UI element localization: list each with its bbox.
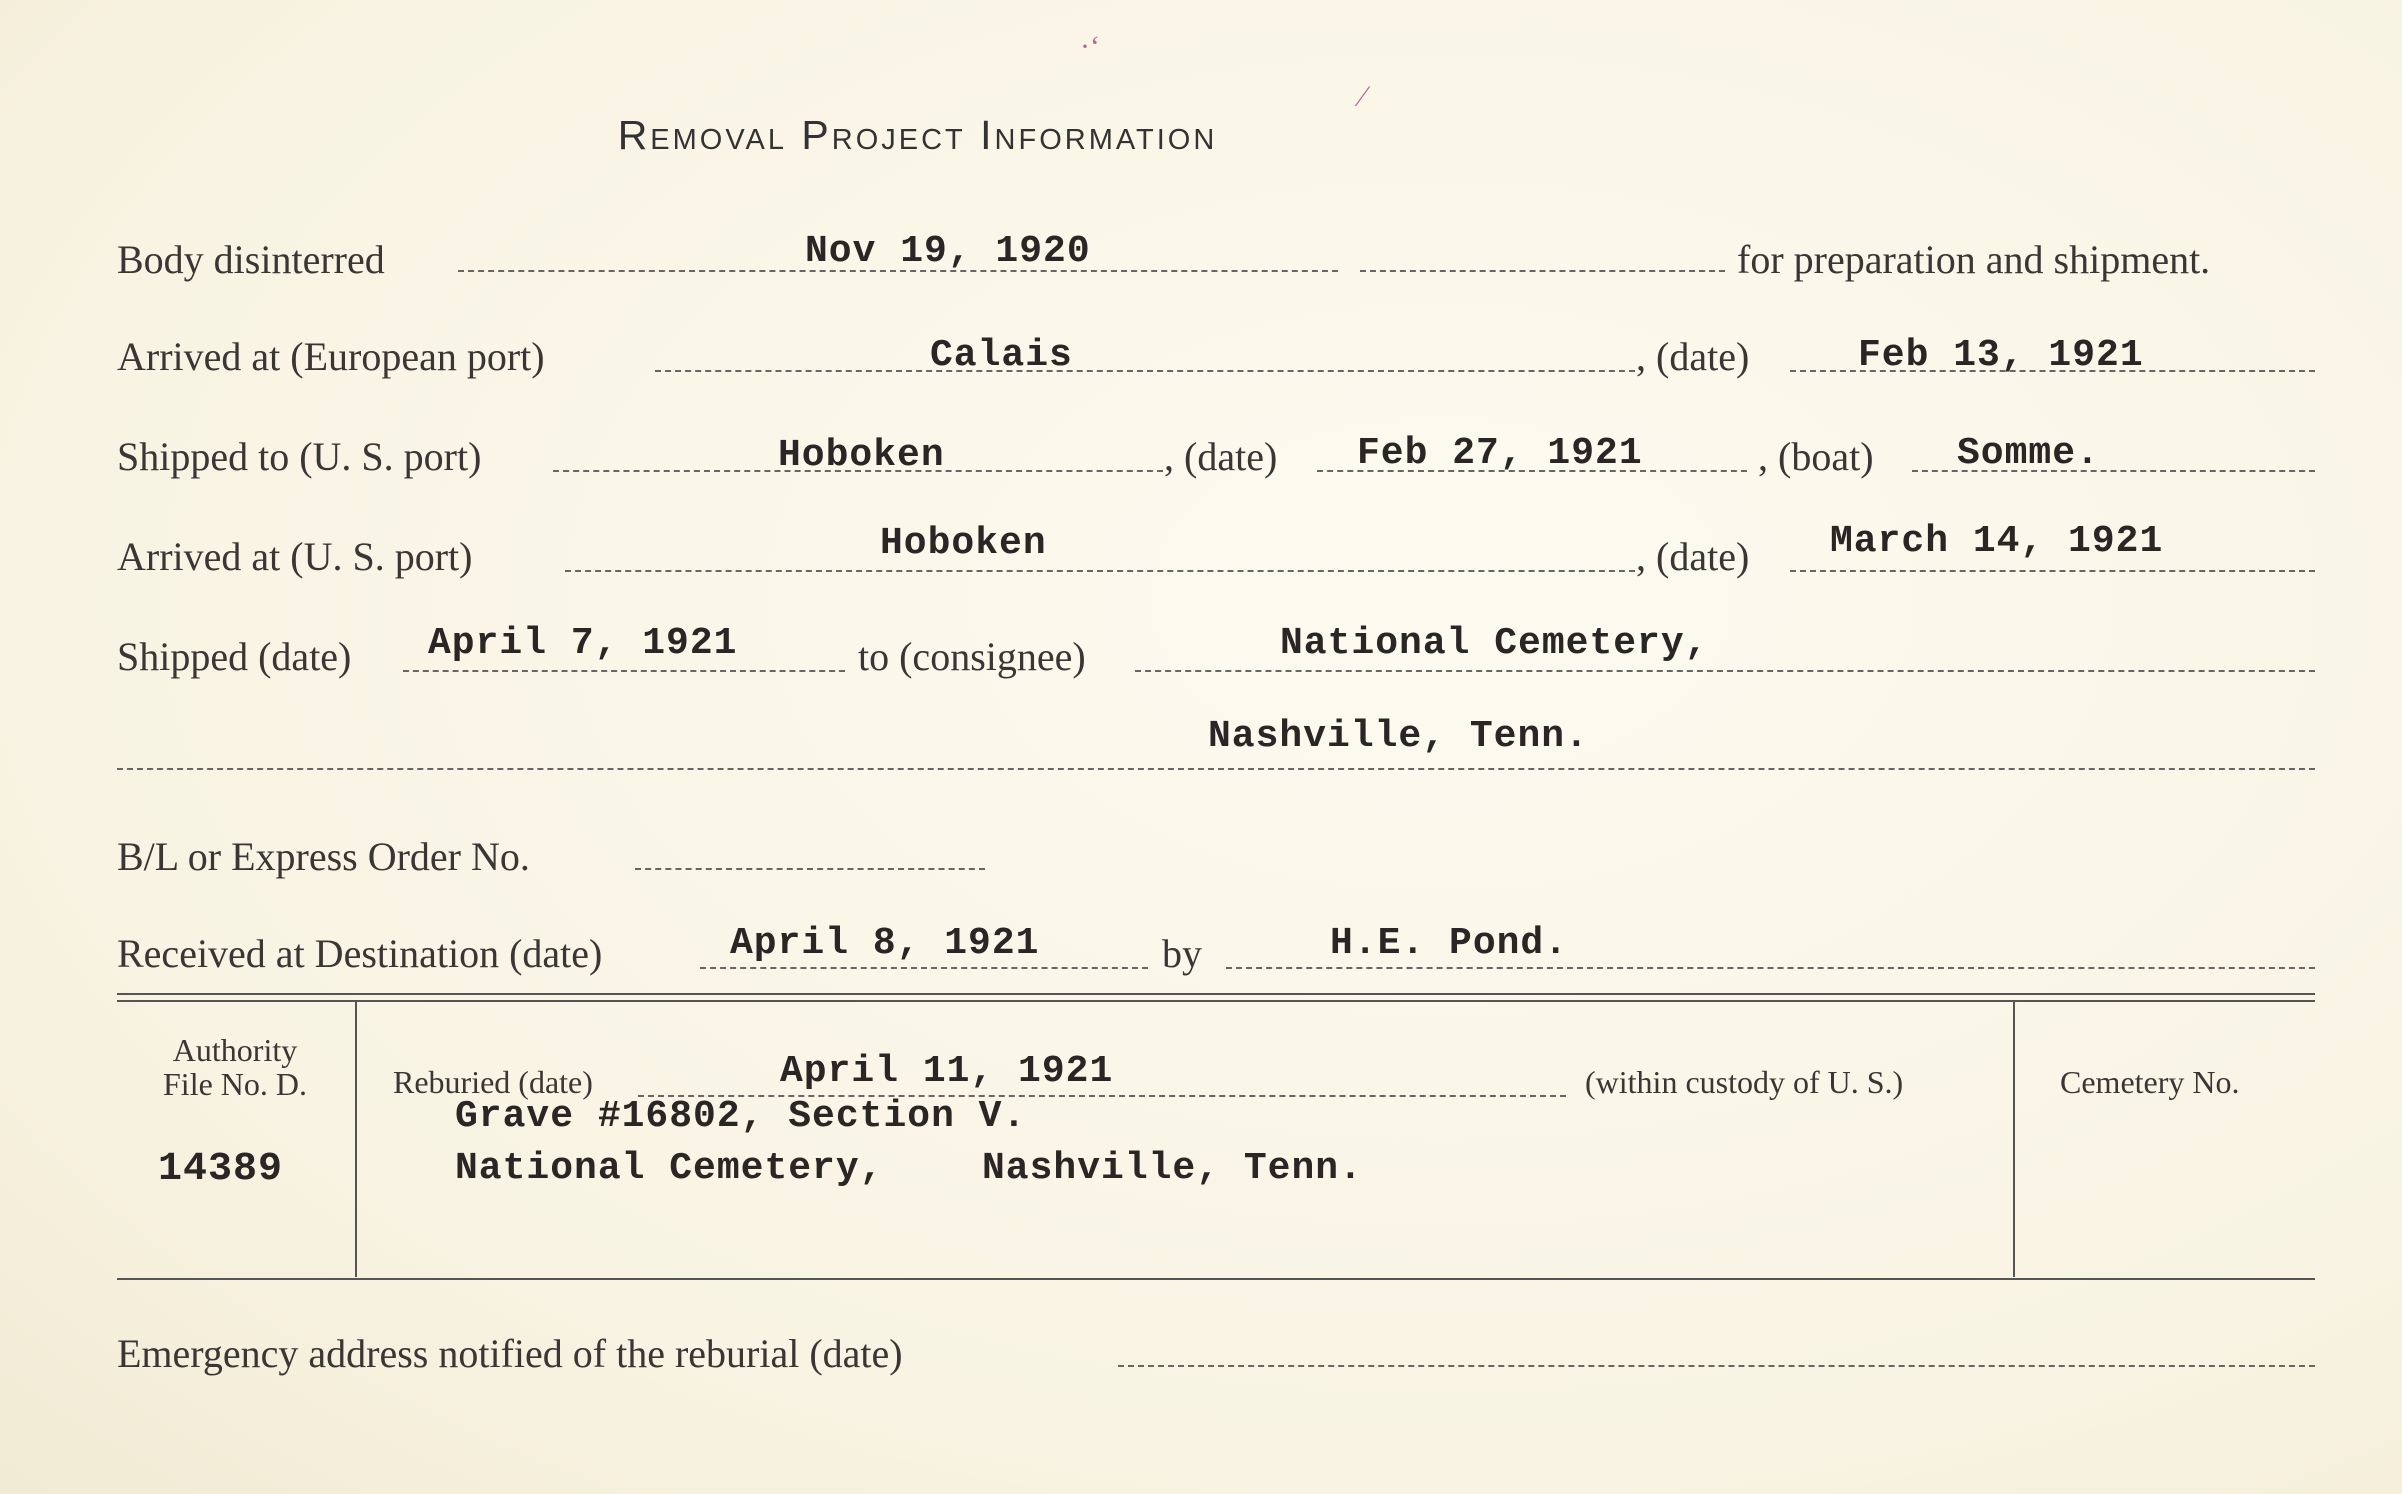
- received-by-label: by: [1162, 931, 1202, 976]
- custody-label: (within custody of U. S.): [1585, 1064, 1904, 1100]
- shipped-date-line: [403, 670, 845, 672]
- consignee-line-2: [117, 768, 2315, 770]
- preparation-suffix: for preparation and shipment.: [1737, 237, 2211, 282]
- shipped-us-date-label: , (date): [1164, 434, 1278, 479]
- arrived-us-date: March 14, 1921: [1830, 520, 2164, 563]
- body-disinterred-value: Nov 19, 1920: [805, 230, 1091, 273]
- page-title: Removal Project Information: [617, 112, 1218, 158]
- authority-label-line1: Authority: [172, 1032, 298, 1068]
- arrived-european-port-line: [655, 370, 1635, 372]
- box-bottom-rule: [117, 1278, 2315, 1280]
- reburied-date: April 11, 1921: [780, 1050, 1114, 1093]
- shipped-date: April 7, 1921: [428, 622, 738, 665]
- consignee-label: to (consignee): [858, 634, 1086, 679]
- body-disinterred-label: Body disinterred: [117, 237, 385, 282]
- box-divider-left: [355, 1002, 357, 1277]
- arrived-european-date: Feb 13, 1921: [1858, 334, 2144, 377]
- consignee-value-line2: Nashville, Tenn.: [1208, 715, 1589, 758]
- box-top-rule: [117, 993, 2315, 995]
- received-date: April 8, 1921: [730, 922, 1040, 965]
- emergency-line: [1118, 1365, 2315, 1367]
- shipped-us-boat-label: , (boat): [1758, 434, 1874, 479]
- shipped-us-port: Hoboken: [778, 434, 945, 477]
- authority-label: [120, 1033, 350, 1101]
- emergency-label: Emergency address notified of the reburial (date): [117, 1331, 903, 1376]
- received-by: H.E. Pond.: [1330, 922, 1569, 965]
- received-date-line: [700, 967, 1148, 969]
- cemetery-no-label: Cemetery No.: [2060, 1064, 2240, 1100]
- consignee-line-1: [1135, 670, 2315, 672]
- box-top-rule-2: [117, 1000, 2315, 1002]
- box-divider-right: [2013, 1002, 2015, 1277]
- body-disinterred-line-2: [1360, 270, 1725, 272]
- grave-city: Nashville, Tenn.: [982, 1147, 1363, 1190]
- ink-mark: ⁄: [1360, 80, 1366, 113]
- arrived-us-port-line: [565, 570, 1635, 572]
- grave-location: Grave #16802, Section V.: [455, 1095, 1027, 1138]
- arrived-us-label: Arrived at (U. S. port): [117, 534, 473, 579]
- reburied-label: Reburied (date): [393, 1064, 593, 1100]
- arrived-european-label: Arrived at (European port): [117, 334, 545, 379]
- arrived-us-date-label: , (date): [1636, 534, 1750, 579]
- bl-order-label: B/L or Express Order No.: [117, 834, 530, 879]
- bl-order-line: [635, 868, 985, 870]
- authority-label-line2: File No. D.: [163, 1066, 307, 1102]
- received-by-line: [1226, 967, 2315, 969]
- received-label: Received at Destination (date): [117, 931, 603, 976]
- consignee-value-line1: National Cemetery,: [1280, 622, 1709, 665]
- shipped-us-date: Feb 27, 1921: [1357, 432, 1643, 475]
- authority-file-number: 14389: [158, 1147, 284, 1192]
- shipped-us-label: Shipped to (U. S. port): [117, 434, 482, 479]
- grave-cemetery: National Cemetery,: [455, 1147, 884, 1190]
- arrived-us-date-line: [1790, 570, 2315, 572]
- arrived-european-port: Calais: [930, 334, 1073, 377]
- shipped-date-label: Shipped (date): [117, 634, 352, 679]
- ink-mark: ·‘: [1080, 30, 1100, 63]
- shipped-us-boat: Somme.: [1957, 432, 2100, 475]
- arrived-european-date-label: , (date): [1636, 334, 1750, 379]
- arrived-us-port: Hoboken: [880, 522, 1047, 565]
